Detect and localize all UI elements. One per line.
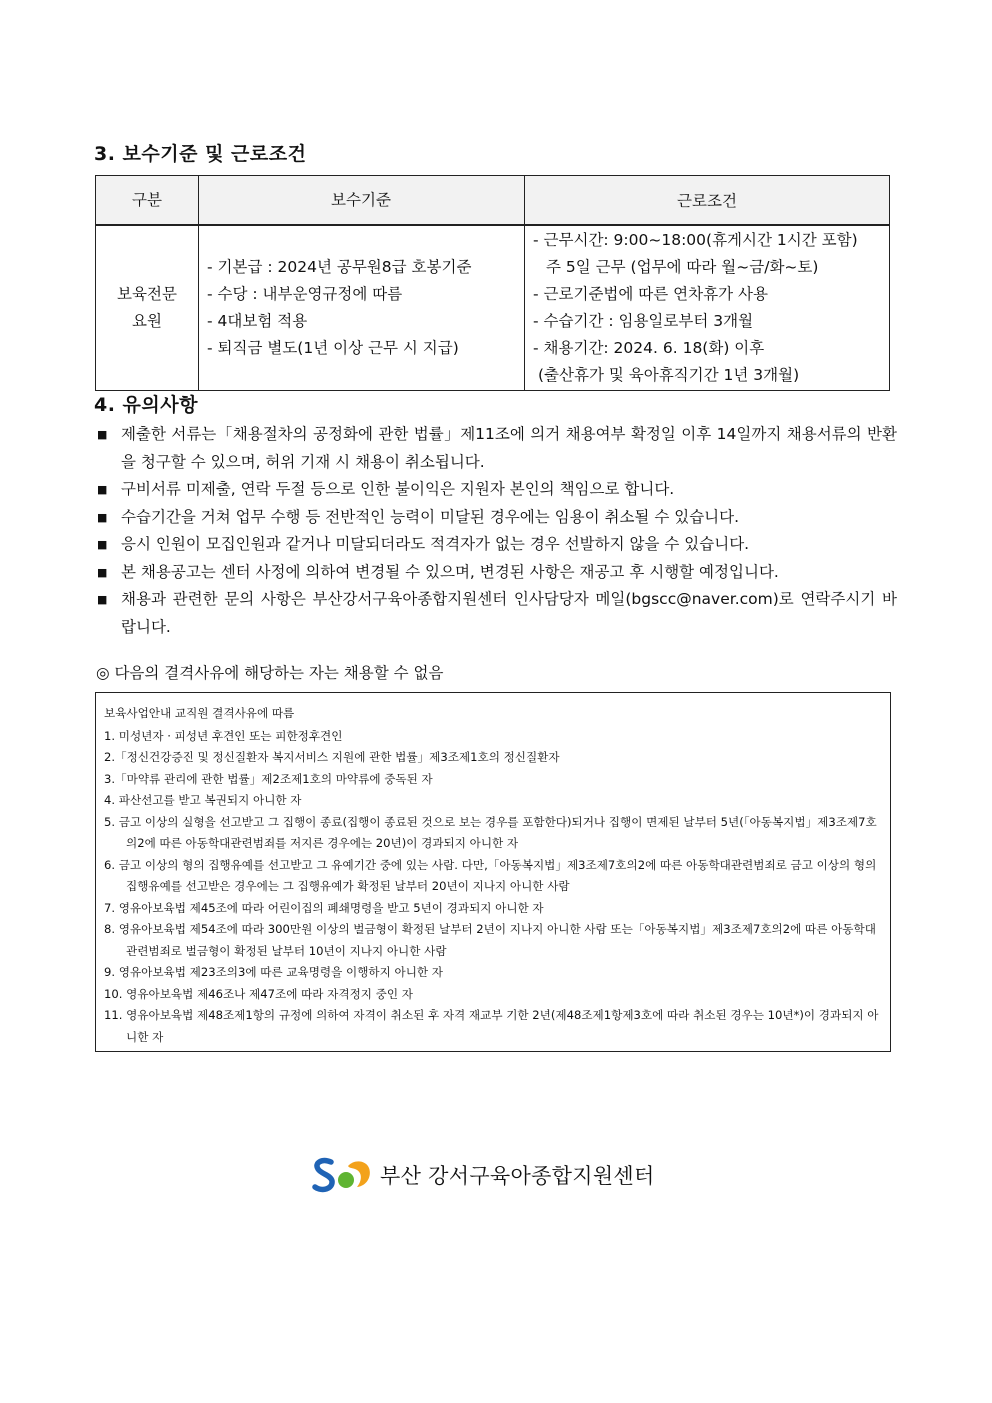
note-text: 본 채용공고는 센터 사정에 의하여 변경될 수 있으며, 변경된 사항은 재공고 후 시행할 예정입니다. xyxy=(121,562,779,581)
pay-cell xyxy=(199,225,525,391)
pay-line: - 기본급 : 2024년 공무원8급 호봉기준 xyxy=(207,258,472,276)
note-text: 채용과 관련한 문의 사항은 부산강서구육아종합지원센터 인사담당자 메일(bgscc@naver.com)로 연락주시기 바랍니다. xyxy=(121,590,897,636)
header-category: 구분 xyxy=(96,176,199,226)
bullet-icon: ■ xyxy=(97,483,108,496)
bullet-icon: ■ xyxy=(97,428,108,441)
conditions-cell xyxy=(525,225,890,391)
list-item xyxy=(97,531,897,559)
list-item xyxy=(97,421,897,476)
condition-line: - 수습기간 : 임용일로부터 3개월 xyxy=(533,312,754,330)
notes-list xyxy=(97,421,897,641)
category-line: 요원 xyxy=(132,312,162,330)
list-item: 5. 금고 이상의 실형을 선고받고 그 집행이 종료(집행이 종료된 것으로 보는 경우를 포함한다)되거나 집행이 면제된 날부터 5년(「아동복지법」제3조제7호의2에 따른 아동학대관련범죄를 저지른 경우에는 20년)이 경과되지 아니한 자 xyxy=(104,814,877,850)
bullet-icon: ■ xyxy=(97,510,108,524)
list-item: 3.「마약류 관리에 관한 법률」제2조제1호의 마약류에 중독된 자 xyxy=(104,771,433,786)
table-row xyxy=(96,225,890,391)
list-item: 11. 영유아보육법 제48조제1항의 규정에 의하여 자격이 취소된 후 자격 재교부 기한 2년(제48조제1항제3호에 따라 취소된 경우는 10년*)이 경과되지 아니한 자 xyxy=(104,1008,879,1044)
category-line: 보육전문 xyxy=(117,285,177,303)
condition-line: - 근무시간: 9:00~18:00(휴게시간 1시간 포함) xyxy=(533,231,858,249)
list-item: 4. 파산선고를 받고 복권되지 아니한 자 xyxy=(104,793,302,807)
list-item: 1. 미성년자 · 피성년 후견인 또는 피한정후견인 xyxy=(104,728,343,743)
list-item: 7. 영유아보육법 제45조에 따라 어린이집의 폐쇄명령을 받고 5년이 경과되지 아니한 자 xyxy=(104,900,544,915)
center-name: 부산 강서구육아종합지원센터 xyxy=(380,1164,655,1188)
pay-conditions-table xyxy=(95,175,890,391)
category-cell xyxy=(96,225,199,391)
note-text: 응시 인원이 모집인원과 같거나 미달되더라도 적격자가 없는 경우 선발하지 않을 수 있습니다. xyxy=(121,535,750,553)
pay-line: - 수당 : 내부운영규정에 따름 xyxy=(207,285,403,303)
note-text: 구비서류 미제출, 연락 두절 등으로 인한 불이익은 지원자 본인의 책임으로 합니다. xyxy=(121,480,675,498)
pay-line: - 4대보험 적용 xyxy=(207,312,308,330)
disqualification-box xyxy=(95,692,891,1052)
header-pay: 보수기준 xyxy=(199,176,525,226)
note-text: 수습기간을 거쳐 업무 수행 등 전반적인 능력이 미달된 경우에는 임용이 취소될 수 있습니다. xyxy=(121,507,740,526)
section-4-title: 4. 유의사항 xyxy=(94,394,198,416)
list-item: 8. 영유아보육법 제54조에 따라 300만원 이상의 벌금형이 확정된 날부터 2년이 지나지 아니한 사람 또는「아동복지법」제3조제7호의2에 따른 아동학대관련범죄로 벌금형이 확정된 날부터 10년이 지나지 아니한 사람 xyxy=(104,922,876,958)
bullet-icon: ■ xyxy=(97,565,108,579)
disqualification-intro: 보육사업안내 교직원 결격사유에 따름 xyxy=(104,706,295,720)
list-item: 6. 금고 이상의 형의 집행유예를 선고받고 그 유예기간 중에 있는 사람. 다만,「아동복지법」제3조제7호의2에 따른 아동학대관련범죄로 금고 이상의 형의 집행유예를 선고받은 경우에는 그 집행유예가 확정된 날부터 20년이 지나지 아니한 사람 xyxy=(104,857,877,893)
header-conditions: 근로조건 xyxy=(525,176,890,226)
condition-line: - 채용기간: 2024. 6. 18(화) 이후 xyxy=(533,339,765,357)
list-item xyxy=(97,586,897,641)
list-item xyxy=(97,504,897,532)
list-item xyxy=(97,476,897,504)
pay-line: - 퇴직금 별도(1년 이상 근무 시 지급) xyxy=(207,339,459,357)
bullet-icon: ■ xyxy=(97,593,108,606)
footer xyxy=(312,1155,655,1195)
section-3-title: 3. 보수기준 및 근로조건 xyxy=(94,143,307,165)
table-header-row xyxy=(96,176,890,226)
condition-line: (출산휴가 및 육아휴직기간 1년 3개월) xyxy=(538,366,800,384)
condition-line: - 근로기준법에 따른 연차휴가 사용 xyxy=(533,285,768,303)
condition-line: 주 5일 근무 (업무에 따라 월~금/화~토) xyxy=(546,258,819,276)
bullet-icon: ■ xyxy=(97,538,108,551)
center-logo-icon xyxy=(312,1156,374,1194)
list-item: 2.「정신건강증진 및 정신질환자 복지서비스 지원에 관한 법률」제3조제1호의 정신질환자 xyxy=(104,750,560,764)
list-item: 9. 영유아보육법 제23조의3에 따른 교육명령을 이행하지 아니한 자 xyxy=(104,965,443,979)
list-item: 10. 영유아보육법 제46조나 제47조에 따라 자격정지 중인 자 xyxy=(104,986,413,1001)
disqualification-heading: ◎ 다음의 결격사유에 해당하는 자는 채용할 수 없음 xyxy=(96,664,444,682)
list-item xyxy=(97,559,897,587)
note-text: 제출한 서류는「채용절차의 공정화에 관한 법률」제11조에 의거 채용여부 확정일 이후 14일까지 채용서류의 반환을 청구할 수 있으며, 허위 기재 시 채용이 취소됩니다. xyxy=(121,425,897,471)
